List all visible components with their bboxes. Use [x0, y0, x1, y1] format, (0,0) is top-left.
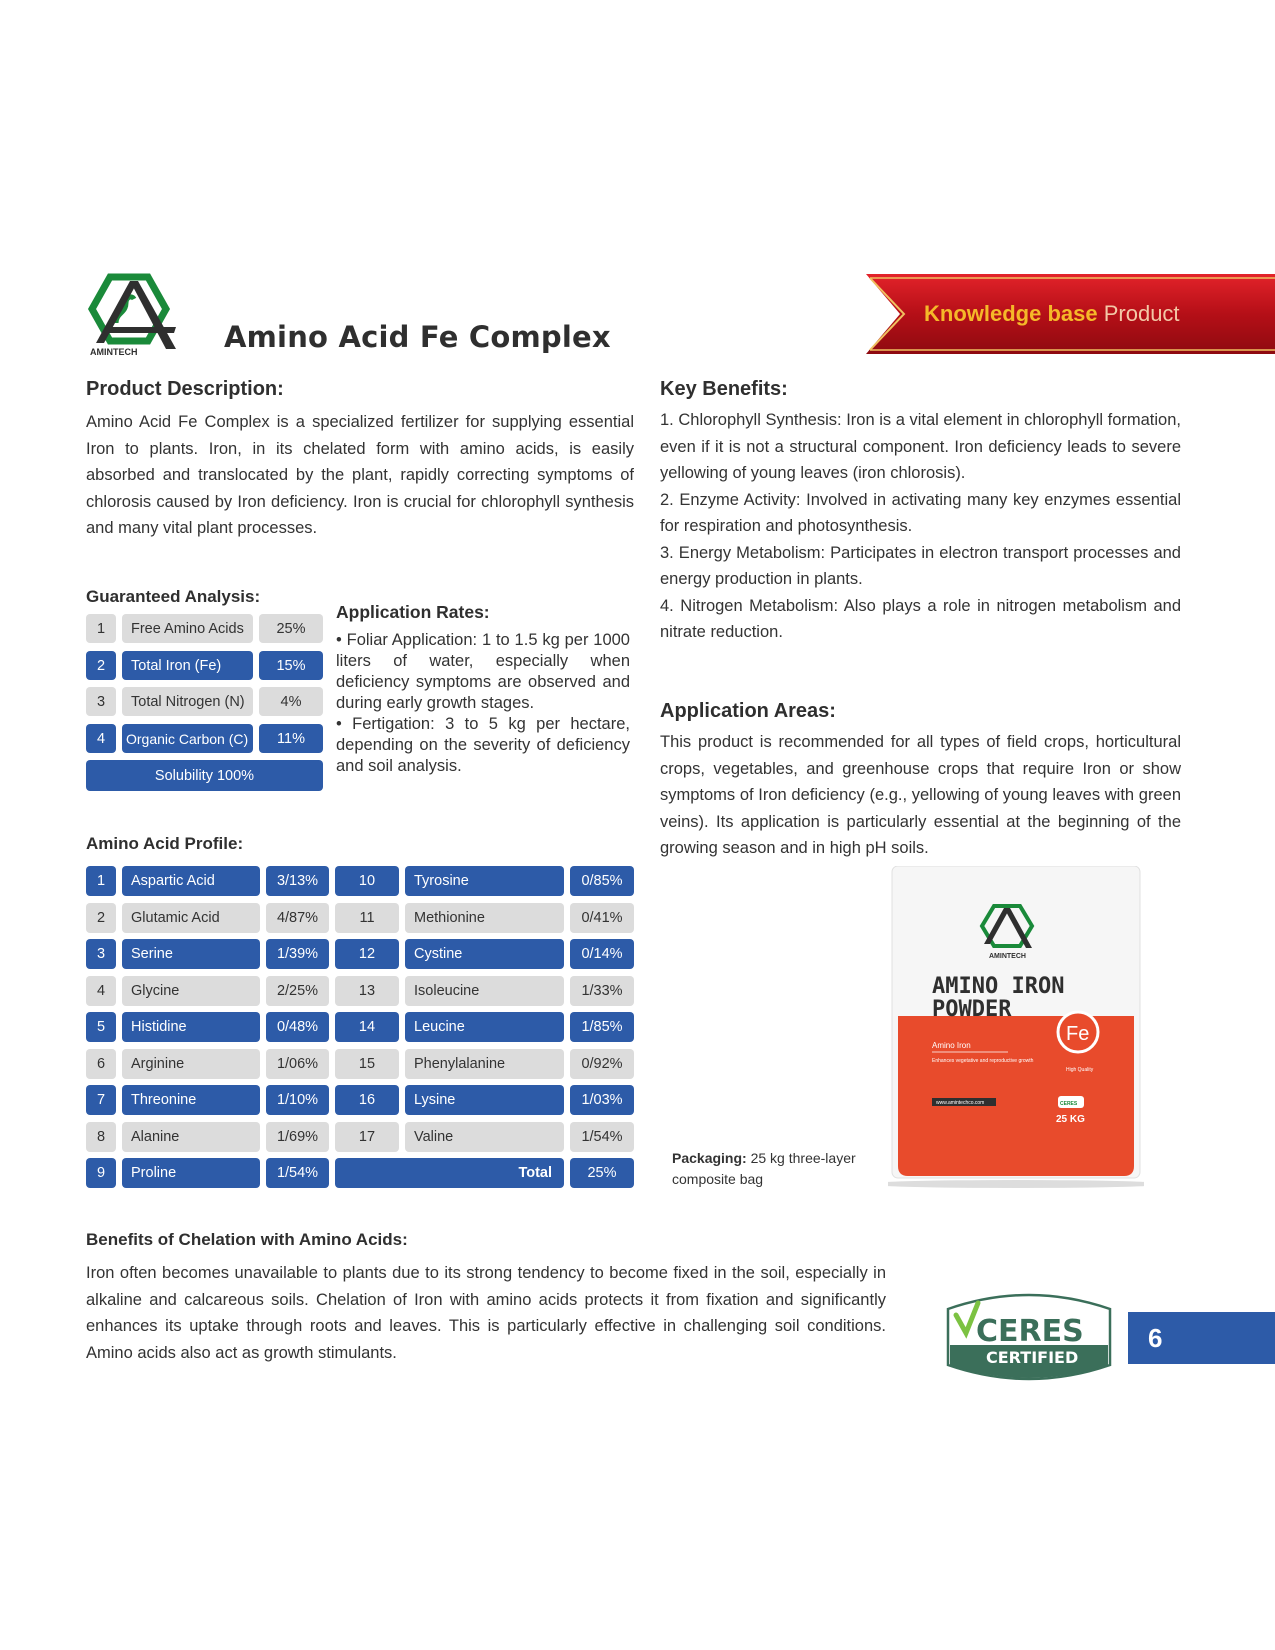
aa-row-value: 1/54%: [266, 1158, 329, 1188]
aa-row-num: 8: [86, 1122, 116, 1152]
aa-row-num: 13: [335, 976, 399, 1006]
aa-row-name: Valine: [405, 1122, 564, 1152]
amintech-logo: [86, 273, 180, 357]
guaranteed-analysis-heading: Guaranteed Analysis:: [86, 587, 261, 606]
key-benefit-item: 3. Energy Metabolism: Participates in electron transport processes and energy production in plants.: [660, 543, 1181, 588]
ga-row-value: 11%: [259, 724, 323, 753]
svg-text:High Quality: High Quality: [1066, 1067, 1094, 1073]
aa-row-name: Threonine: [122, 1085, 260, 1115]
chelation-heading: Benefits of Chelation with Amino Acids:: [86, 1230, 408, 1249]
application-rates-list: [336, 630, 630, 777]
product-description-heading: Product Description:: [86, 378, 284, 400]
packaging-label: Packaging:: [672, 1150, 747, 1166]
aa-row-value: 4/87%: [266, 903, 329, 933]
chelation-text: Iron often becomes unavailable to plants due to its strong tendency to become fixed in the soil, especially in alkaline and calcareous soils. Chelation of Iron with amino acids protects it from fixation and significantly enhances its uptake through roots and leaves. This is particularly effective in challenging soil conditions. Amino acids also act as growth stimulants.: [86, 1264, 886, 1362]
aa-row-num: 14: [335, 1012, 399, 1042]
aa-row-num: 15: [335, 1049, 399, 1079]
ga-row-value: 25%: [259, 614, 323, 643]
aa-row-name: Serine: [122, 939, 260, 969]
aa-total-value: 25%: [570, 1158, 634, 1188]
aa-row-name: Isoleucine: [405, 976, 564, 1006]
key-benefits-heading: Key Benefits:: [660, 378, 788, 400]
svg-text:CERES: CERES: [1060, 1101, 1078, 1107]
svg-text:CERES: CERES: [976, 1314, 1084, 1349]
key-benefits-list: [660, 407, 1181, 646]
svg-text:AMINO IRON: AMINO IRON: [932, 974, 1065, 999]
knowledge-base-banner: [866, 274, 1275, 354]
aa-row-name: Tyrosine: [405, 866, 564, 896]
ga-row-num: 2: [86, 651, 116, 680]
svg-text:25 KG: 25 KG: [1056, 1114, 1085, 1125]
aa-row-num: 1: [86, 866, 116, 896]
svg-text:AMINTECH: AMINTECH: [989, 953, 1026, 960]
aa-row-value: 1/54%: [570, 1122, 634, 1152]
aa-row-name: Leucine: [405, 1012, 564, 1042]
application-rates-heading: Application Rates:: [336, 602, 490, 622]
aa-row-name: Methionine: [405, 903, 564, 933]
aa-row-value: 0/14%: [570, 939, 634, 969]
aa-row-name: Alanine: [122, 1122, 260, 1152]
aa-row-num: 16: [335, 1085, 399, 1115]
svg-text:CERTIFIED: CERTIFIED: [986, 1348, 1079, 1367]
ga-row-name: Organic Carbon (C): [122, 724, 253, 753]
page-number: 6: [1128, 1312, 1275, 1364]
aa-row-num: 6: [86, 1049, 116, 1079]
aa-row-value: 2/25%: [266, 976, 329, 1006]
aa-row-name: Arginine: [122, 1049, 260, 1079]
application-areas-text: This product is recommended for all types of field crops, horticultural crops, vegetables, and greenhouse crops that require Iron or show symptoms of Iron deficiency (e.g., yellowing of young leaves with green veins). Its application is particularly essential at the beginning of the growing season and in high pH soils.: [660, 733, 1181, 857]
aa-row-num: 11: [335, 903, 399, 933]
key-benefit-item: 4. Nitrogen Metabolism: Also plays a role in nitrogen metabolism and nitrate reduction.: [660, 596, 1181, 641]
ceres-certified-badge: [942, 1287, 1116, 1387]
svg-text:Enhances vegetative and reprod: Enhances vegetative and reproductive growth: [932, 1058, 1034, 1064]
ga-row-num: 1: [86, 614, 116, 643]
ga-row-num: 3: [86, 687, 116, 716]
svg-text:AMINTECH: AMINTECH: [90, 347, 138, 357]
key-benefit-item: 2. Enzyme Activity: Involved in activating many key enzymes essential for respiration and photosynthesis.: [660, 490, 1181, 535]
ga-row-name: Free Amino Acids: [122, 614, 253, 643]
application-rate-item: • Fertigation: 3 to 5 kg per hectare, depending on the severity of deficiency and soil analysis.: [336, 715, 630, 775]
svg-text:POWDER: POWDER: [932, 997, 1012, 1022]
aa-row-num: 10: [335, 866, 399, 896]
packaging-text: 25 kg three-layer composite bag: [672, 1150, 856, 1187]
banner-label: [924, 274, 1180, 354]
key-benefit-item: 1. Chlorophyll Synthesis: Iron is a vital element in chlorophyll formation, even if it is not a structural component. Iron deficiency leads to severe yellowing of young leaves (iron chlorosis).: [660, 411, 1181, 482]
product-bag-image: [888, 866, 1144, 1188]
aa-row-num: 12: [335, 939, 399, 969]
ga-row-name: Total Nitrogen (N): [122, 687, 253, 716]
aa-row-name: Glutamic Acid: [122, 903, 260, 933]
aa-row-name: Cystine: [405, 939, 564, 969]
ga-row-name: Total Iron (Fe): [122, 651, 253, 680]
aa-row-name: Phenylalanine: [405, 1049, 564, 1079]
aa-row-value: 1/10%: [266, 1085, 329, 1115]
page-title: Amino Acid Fe Complex: [224, 320, 611, 354]
aa-row-num: 17: [335, 1122, 399, 1152]
aa-total-label: Total: [335, 1158, 564, 1188]
aa-row-value: 0/92%: [570, 1049, 634, 1079]
solubility-bar: Solubility 100%: [86, 760, 323, 791]
banner-label-bold: Knowledge base: [924, 301, 1098, 326]
aa-row-value: 0/85%: [570, 866, 634, 896]
aa-row-name: Histidine: [122, 1012, 260, 1042]
aa-row-num: 3: [86, 939, 116, 969]
svg-text:Amino Iron: Amino Iron: [932, 1041, 971, 1050]
aa-row-name: Aspartic Acid: [122, 866, 260, 896]
svg-text:www.amintechco.com: www.amintechco.com: [936, 1100, 985, 1106]
aa-row-num: 2: [86, 903, 116, 933]
aa-row-num: 7: [86, 1085, 116, 1115]
aa-row-value: 1/69%: [266, 1122, 329, 1152]
aa-row-value: 1/33%: [570, 976, 634, 1006]
ga-row-num: 4: [86, 724, 116, 753]
packaging-info: [672, 1148, 872, 1190]
svg-text:Fe: Fe: [1066, 1023, 1090, 1045]
aa-row-num: 9: [86, 1158, 116, 1188]
aa-row-name: Proline: [122, 1158, 260, 1188]
aa-row-value: 1/03%: [570, 1085, 634, 1115]
aa-row-value: 1/06%: [266, 1049, 329, 1079]
application-rate-item: • Foliar Application: 1 to 1.5 kg per 1000 liters of water, especially when deficiency symptoms are observed and during early growth stages.: [336, 631, 630, 712]
banner-label-light: Product: [1103, 301, 1180, 326]
product-description-text: Amino Acid Fe Complex is a specialized fertilizer for supplying essential Iron to plants. Iron, in its chelated form with amino acids, is easily absorbed and translocated by the plant, rapidly correcting symptoms of chlorosis caused by Iron deficiency. Iron is crucial for chlorophyll synthesis and many vital plant processes.: [86, 413, 634, 537]
aa-row-num: 5: [86, 1012, 116, 1042]
ga-row-value: 4%: [259, 687, 323, 716]
aa-row-value: 0/41%: [570, 903, 634, 933]
aa-row-value: 3/13%: [266, 866, 329, 896]
ga-row-value: 15%: [259, 651, 323, 680]
aa-row-num: 4: [86, 976, 116, 1006]
aa-row-value: 1/85%: [570, 1012, 634, 1042]
aa-row-name: Glycine: [122, 976, 260, 1006]
aa-row-name: Lysine: [405, 1085, 564, 1115]
aa-row-value: 1/39%: [266, 939, 329, 969]
amino-acid-profile-heading: Amino Acid Profile:: [86, 834, 244, 853]
application-areas-heading: Application Areas:: [660, 700, 836, 722]
aa-row-value: 0/48%: [266, 1012, 329, 1042]
